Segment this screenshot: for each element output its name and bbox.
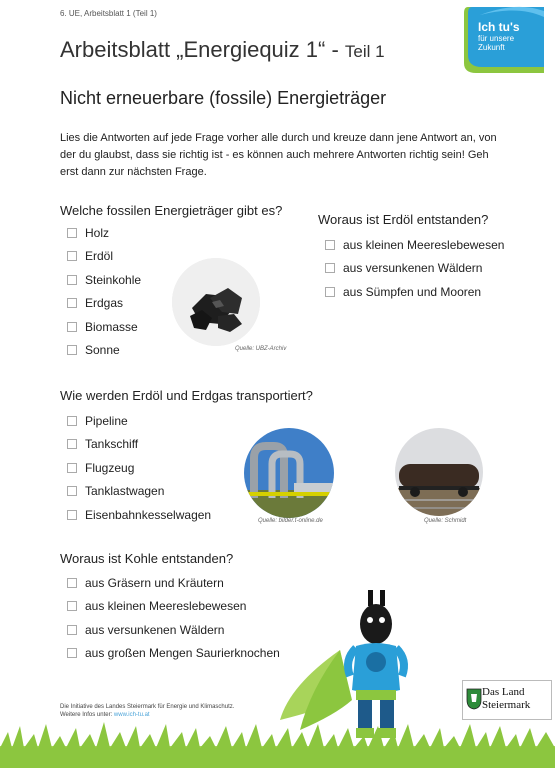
- footer-link[interactable]: www.ich-tu.at: [113, 712, 150, 718]
- option-label: Sonne: [85, 343, 120, 358]
- checkbox[interactable]: [325, 240, 335, 250]
- section-subtitle: Nicht erneuerbare (fossile) Energieträger: [60, 88, 387, 108]
- option-item[interactable]: [67, 618, 280, 642]
- land-logo-text: [482, 686, 530, 712]
- option-item[interactable]: [67, 315, 141, 339]
- option-label: Pipeline: [85, 413, 128, 428]
- checkbox[interactable]: [67, 463, 77, 473]
- footer-line-1: Die Initiative des Landes Steiermark für Energie und Klimaschutz.: [60, 704, 235, 710]
- option-label: Erdöl: [85, 249, 114, 264]
- checkbox[interactable]: [67, 648, 77, 658]
- checkbox[interactable]: [67, 251, 77, 261]
- intro-paragraph: Lies die Antworten auf jede Frage vorher alle durch und kreuze dann jene Antwort an, von der du glaubst, dass sie richtig ist - es können auch mehrere Antworten richtig sein! Geh erst dann zur nächsten Frage.: [60, 132, 497, 178]
- land-logo-line-2: Steiermark: [482, 699, 531, 711]
- footer-text: [60, 703, 234, 719]
- option-item[interactable]: [67, 245, 141, 269]
- coal-source: Quelle: UBZ-Archiv: [235, 346, 287, 352]
- option-label: Tankschiff: [85, 437, 139, 452]
- checkbox[interactable]: [67, 510, 77, 520]
- page-title: [60, 37, 385, 63]
- logo-line-1: Ich tu's: [478, 20, 520, 34]
- option-label: Erdgas: [85, 296, 124, 311]
- option-label: Biomasse: [85, 319, 138, 334]
- question-4-options: [67, 571, 280, 665]
- option-label: aus versunkenen Wäldern: [343, 261, 483, 276]
- option-item[interactable]: [67, 503, 211, 527]
- option-item[interactable]: [67, 456, 211, 480]
- option-item[interactable]: [67, 480, 211, 504]
- coat-of-arms-icon: [466, 688, 482, 710]
- option-label: aus großen Mengen Saurierknochen: [85, 646, 280, 661]
- option-label: aus kleinen Meereslebewesen: [85, 599, 247, 614]
- option-label: Steinkohle: [85, 272, 142, 287]
- option-item[interactable]: [325, 280, 504, 304]
- question-3-options: [67, 409, 211, 527]
- option-item[interactable]: [67, 292, 141, 316]
- title-separator: -: [325, 37, 345, 62]
- option-label: Holz: [85, 225, 110, 240]
- footer-line-2-prefix: Weitere Infos unter:: [60, 712, 113, 718]
- question-3-text: Wie werden Erdöl und Erdgas transportiert?: [60, 388, 313, 403]
- question-2-options: [325, 233, 504, 304]
- question-4-text: Woraus ist Kohle entstanden?: [60, 551, 234, 566]
- checkbox[interactable]: [67, 486, 77, 496]
- train-source: Quelle: Schmidt: [424, 518, 467, 524]
- pipeline-photo: [244, 428, 334, 518]
- option-label: Tanklastwagen: [85, 484, 165, 499]
- checkbox[interactable]: [67, 298, 77, 308]
- question-2-text: Woraus ist Erdöl entstanden?: [318, 212, 489, 227]
- checkbox[interactable]: [67, 625, 77, 635]
- option-item[interactable]: [67, 339, 141, 363]
- tank-wagon-photo: [395, 428, 483, 516]
- coal-photo: [172, 258, 260, 346]
- option-item[interactable]: [67, 595, 280, 619]
- checkbox[interactable]: [325, 263, 335, 273]
- checkbox[interactable]: [67, 228, 77, 238]
- option-label: Flugzeug: [85, 460, 135, 475]
- worksheet-label: 6. UE, Arbeitsblatt 1 (Teil 1): [60, 9, 157, 18]
- logo-line-3: Zukunft: [478, 43, 505, 52]
- checkbox[interactable]: [67, 416, 77, 426]
- option-item[interactable]: [67, 268, 141, 292]
- title-main: Arbeitsblatt „Energiequiz 1“: [60, 37, 326, 62]
- option-item[interactable]: [67, 571, 280, 595]
- logo-line-2: für unsere: [478, 34, 515, 43]
- checkbox[interactable]: [325, 287, 335, 297]
- option-label: aus kleinen Meereslebewesen: [343, 237, 505, 252]
- checkbox[interactable]: [67, 578, 77, 588]
- option-item[interactable]: [67, 409, 211, 433]
- checkbox[interactable]: [67, 345, 77, 355]
- checkbox[interactable]: [67, 275, 77, 285]
- option-item[interactable]: [67, 221, 141, 245]
- option-label: aus versunkenen Wäldern: [85, 622, 225, 637]
- grass-decoration: [0, 712, 555, 768]
- checkbox[interactable]: [67, 322, 77, 332]
- question-1-options: [67, 221, 141, 362]
- option-label: aus Sümpfen und Mooren: [343, 284, 482, 299]
- checkbox[interactable]: [67, 439, 77, 449]
- option-item[interactable]: [325, 233, 504, 257]
- pipeline-source: Quelle: bilder.t-online.de: [258, 518, 323, 524]
- checkbox[interactable]: [67, 601, 77, 611]
- land-logo-line-1: Das Land: [482, 686, 525, 698]
- option-item[interactable]: [67, 433, 211, 457]
- title-part: Teil 1: [344, 42, 385, 61]
- option-item[interactable]: [325, 257, 504, 281]
- option-item[interactable]: [67, 642, 280, 666]
- question-1-text: Welche fossilen Energieträger gibt es?: [60, 203, 283, 218]
- option-label: Eisenbahnkesselwagen: [85, 507, 212, 522]
- option-label: aus Gräsern und Kräutern: [85, 575, 224, 590]
